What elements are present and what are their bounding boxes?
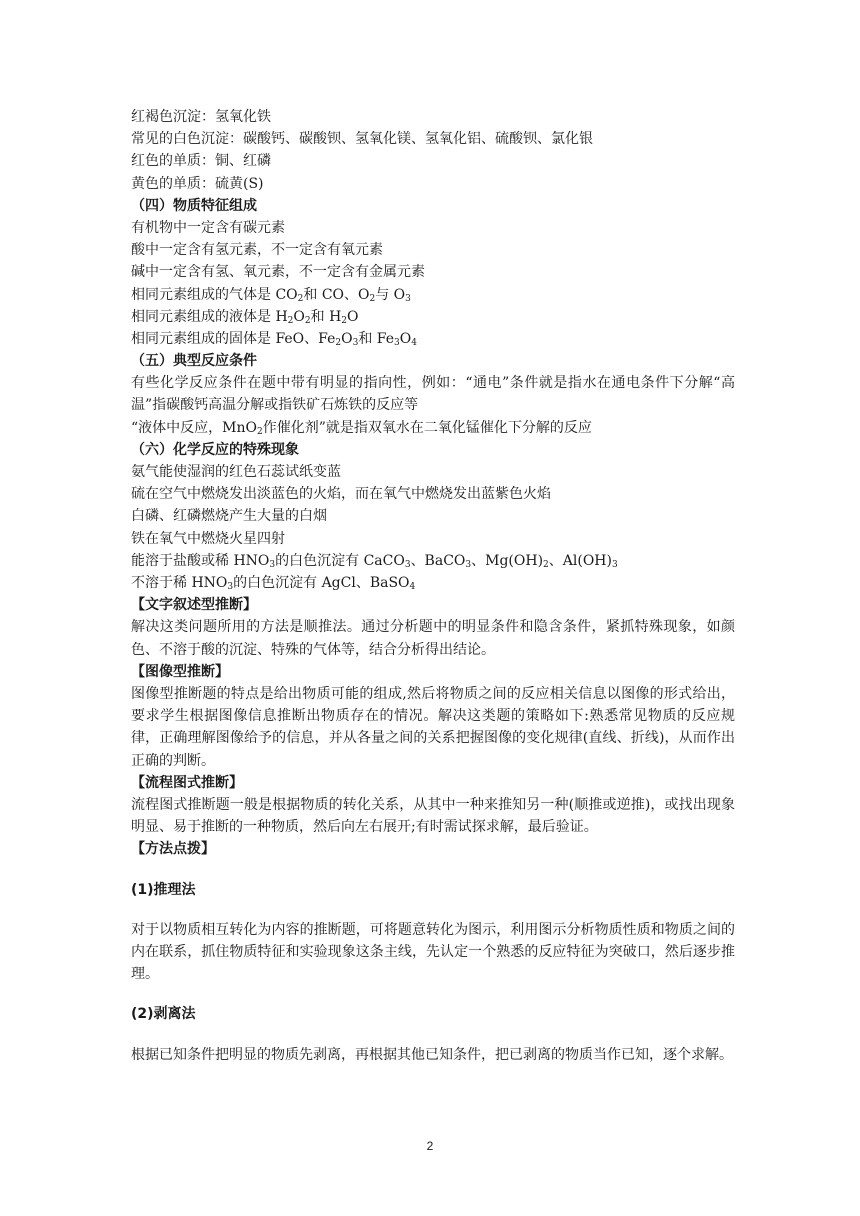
page-number: 2 [426,1139,434,1153]
text-line: 红色的单质：铜、红磷 [131,153,271,170]
subscript: 2 [297,293,304,304]
subscript: 3 [269,559,276,570]
text-run: 与 O [375,286,406,303]
subscript: 3 [611,559,618,570]
text-run: O [399,330,412,347]
subscript: 3 [404,559,411,570]
text-run: 的白色沉淀有 CaCO [275,552,405,569]
document-body [131,106,735,1066]
text-run: 和 H [310,308,342,325]
method-title: (1)推理法 [131,881,196,898]
paragraph: 图像型推断题的特点是给出物质可能的组成,然后将物质之间的反应相关信息以图像的形式给出，要求学生根据图像信息推断出物质存在的情况。解决这类题的策略如下:熟悉常见物质的反应规律，正确理解图像给予的信息，并从各量之间的关系把握图像的变化规律(直线、折线)，从而作出正确的判断。 [131,685,735,769]
text-run: 、Al(OH) [548,552,612,569]
text-line [131,284,735,306]
subscript: 2 [369,293,376,304]
subscript: 2 [341,315,348,326]
paragraph: 有些化学反应条件在题中带有明显的指向性，例如：“通电”条件就是指水在通电条件下分解“高温”指碳酸钙高温分解或指铁矿石炼铁的反应等 [131,375,735,414]
section-heading: （六）化学反应的特殊现象 [131,441,299,458]
paragraph: 流程图式推断题一般是根据物质的转化关系，从其中一种来推知另一种(顺推或逆推)，或找出现象明显、易于推断的一种物质，然后向左右展开;有时需试探求解，最后验证。 [131,796,735,836]
text-run: O [293,308,305,325]
subscript: 2 [287,315,294,326]
text-line [131,572,735,594]
subscript: 4 [409,581,416,592]
text-line: 有机物中一定含有碳元素 [131,219,285,236]
paragraph: 对于以物质相互转化为内容的推断题，可将题意转化为图示，利用图示分析物质性质和物质之间的内在联系，抓住物质特征和实验现象这条主线，先认定一个熟悉的反应特征为突破口，然后逐步推理。 [131,921,735,983]
text-run: 相同元素组成的固体是 FeO、Fe [131,330,336,347]
text-line: 红褐色沉淀：氢氧化铁 [131,109,271,125]
text-run: 和 CO、O [303,286,370,303]
text-line [131,328,735,350]
text-run: “液体中反应，MnO [131,419,257,436]
section-heading: 【图像型推断】 [131,663,229,680]
subscript: 4 [411,337,417,348]
text-run: 相同元素组成的气体是 CO [131,286,298,303]
text-run: 作催化剂”就是指双氧水在二氧化锰催化下分解的反应 [262,419,592,436]
text-run: O [347,308,359,325]
text-run: 和 Fe [358,330,395,347]
text-run: 、BaCO [410,552,466,569]
section-heading: 【方法点拨】 [131,841,215,858]
subscript: 2 [257,426,263,437]
section-heading: （五）典型反应条件 [131,353,257,370]
text-run: 不溶于稀 HNO [131,574,228,591]
subscript: 3 [405,293,411,304]
text-line: 酸中一定含有氢元素，不一定含有氧元素 [131,242,383,259]
text-line: 硫在空气中燃烧发出淡蓝色的火焰，而在氧气中燃烧发出蓝紫色火焰 [131,486,551,503]
section-heading: （四）物质特征组成 [131,197,257,214]
subscript: 3 [394,337,400,348]
text-line [131,550,735,572]
subscript: 2 [304,315,311,326]
text-run: 、Mg(OH) [471,552,544,569]
paragraph: 根据已知条件把明显的物质先剥离，再根据其他已知条件，把已剥离的物质当作已知，逐个求解。 [131,1046,733,1063]
subscript: 3 [465,559,472,570]
text-run: 的白色沉淀有 AgCl、BaSO [233,574,410,591]
text-line: 铁在氧气中燃烧火星四射 [131,530,285,547]
text-run: O [341,330,353,347]
method-title: (2)剥离法 [131,1006,196,1023]
text-run: 能溶于盐酸或稀 HNO [131,552,270,569]
text-line: 黄色的单质：硫黄(S) [131,175,264,192]
subscript: 2 [543,559,549,570]
text-line [131,306,735,328]
text-line: 白磷、红磷燃烧产生大量的白烟 [131,508,327,525]
subscript: 3 [352,337,359,348]
section-heading: 【流程图式推断】 [131,774,243,791]
paragraph: 解决这类问题所用的方法是顺推法。通过分析题中的明显条件和隐含条件，紧抓特殊现象，如颜色、不溶于酸的沉淀、特殊的气体等，结合分析得出结论。 [131,619,735,658]
text-run: 相同元素组成的液体是 H [131,308,288,325]
section-heading: 【文字叙述型推断】 [131,597,257,614]
text-line [131,417,735,439]
text-line: 氨气能使湿润的红色石蕊试纸变蓝 [131,464,341,481]
subscript: 2 [335,337,342,348]
text-line: 常见的白色沉淀：碳酸钙、碳酸钡、氢氧化镁、氢氧化铝、硫酸钡、氯化银 [131,131,593,148]
subscript: 3 [227,581,234,592]
text-line: 碱中一定含有氢、氧元素，不一定含有金属元素 [131,264,425,281]
